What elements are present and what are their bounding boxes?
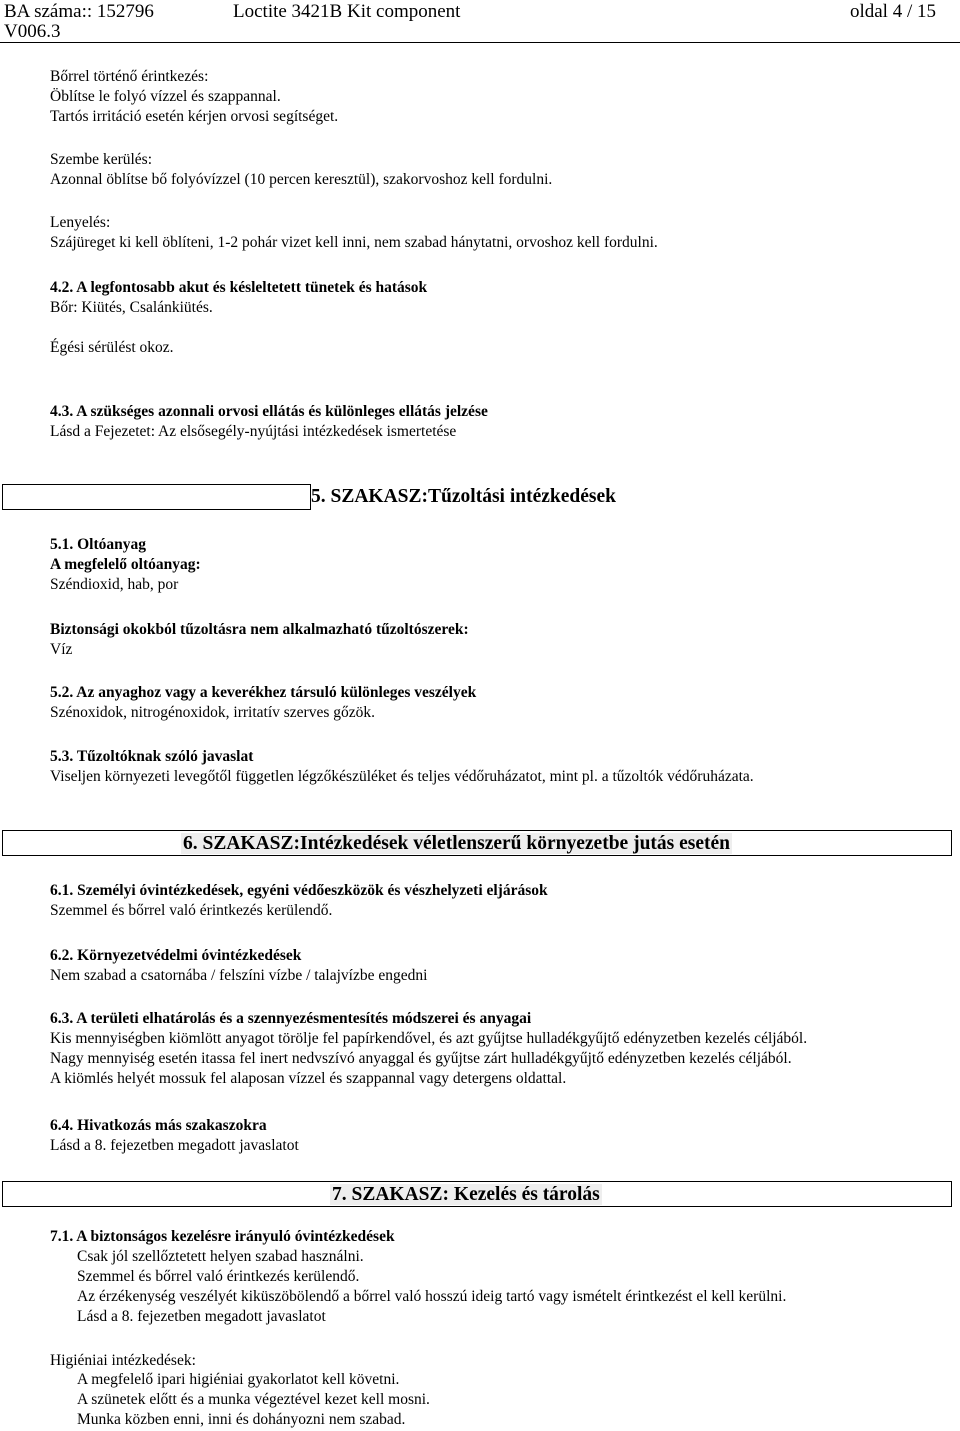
section-7-bar <box>2 1181 952 1207</box>
subsection-5-3-text: Viseljen környezeti levegőtől független légzőkészüléket és teljes védőruházatot, mint pl. a tűzoltók védőruházata. <box>50 768 754 785</box>
subsection-7-1-line: Lásd a 8. fejezetben megadott javaslatot <box>77 1308 326 1325</box>
subsection-5-2 <box>50 683 476 723</box>
subsection-5-3 <box>50 747 754 787</box>
suitable-media-label: A megfelelő oltóanyag: <box>50 556 201 573</box>
subsection-6-1-heading: 6.1. Személyi óvintézkedések, egyéni védőeszközök és vészhelyzeti eljárások <box>50 882 548 899</box>
subsection-4-3-text: Lásd a Fejezetet: Az elsősegély-nyújtási intézkedések ismertetése <box>50 423 457 440</box>
subsection-4-2 <box>50 278 427 318</box>
subsection-7-1-heading-wrap <box>50 1227 395 1247</box>
subsection-5-2-text: Szénoxidok, nitrogénoxidok, irritatív szerves gőzök. <box>50 704 376 721</box>
subsection-4-3-heading: 4.3. A szükséges azonnali orvosi ellátás és különleges ellátás jelzése <box>50 403 488 420</box>
subsection-7-1-line: Csak jól szellőztetett helyen szabad használni. <box>77 1248 364 1265</box>
eye-contact-block <box>50 150 552 190</box>
subsection-6-2-heading: 6.2. Környezetvédelmi óvintézkedések <box>50 947 302 964</box>
subsection-6-3-line: Nagy mennyiség esetén itassa fel inert nedvszívó anyaggal és gyűjtse zárt hulladékgyűjtő edényzetben kezelés céljából. <box>50 1050 792 1067</box>
subsection-6-3-line: A kiömlés helyét mossuk fel alaposan vízzel és szappannal vagy detergens oldattal. <box>50 1070 567 1087</box>
subsection-6-3-line: Kis mennyiségben kiömlött anyagot törölje fel papírkendővel, és azt gyűjtse hulladékgyűjtő edényzetben kezelés céljából. <box>50 1030 808 1047</box>
subsection-5-3-heading: 5.3. Tűzoltóknak szóló javaslat <box>50 748 254 765</box>
subsection-7-1-heading: 7.1. A biztonságos kezelésre irányuló óvintézkedések <box>50 1228 395 1245</box>
unsuitable-media-label: Biztonsági okokból tűzoltásra nem alkalmazható tűzoltószerek: <box>50 621 469 638</box>
subsection-4-3 <box>50 402 488 442</box>
document-version: V006.3 <box>4 21 61 42</box>
subsection-6-2 <box>50 946 427 986</box>
section-6-bar <box>2 830 952 856</box>
page-number: oldal 4 / 15 <box>849 1 936 22</box>
subsection-5-2-heading: 5.2. Az anyaghoz vagy a keverékhez társuló különleges veszélyek <box>50 684 477 701</box>
section-5-bar <box>2 484 311 510</box>
subsection-7-1-list <box>77 1247 786 1327</box>
skin-contact-line: Tartós irritáció esetén kérjen orvosi segítséget. <box>50 108 339 125</box>
document-number: BA száma:: 152796 <box>4 1 154 22</box>
hygiene-line: Munka közben enni, inni és dohányozni nem szabad. <box>77 1411 406 1428</box>
subsection-5-1 <box>50 535 201 595</box>
product-name: Loctite 3421B Kit component <box>233 1 461 22</box>
hygiene-list <box>77 1370 430 1430</box>
subsection-6-3-heading: 6.3. A területi elhatárolás és a szennyezésmentesítés módszerei és anyagai <box>50 1010 532 1027</box>
subsection-6-2-text: Nem szabad a csatornába / felszíni vízbe / talajvízbe engedni <box>50 967 428 984</box>
section-6-title: 6. SZAKASZ:Intézkedések véletlenszerű környezetbe jutás esetén <box>183 833 731 854</box>
subsection-6-3 <box>50 1009 807 1089</box>
subsection-5-1-heading: 5.1. Oltóanyag <box>50 536 147 553</box>
hygiene-label-wrap <box>50 1351 196 1371</box>
skin-contact-line: Öblítse le folyó vízzel és szappannal. <box>50 88 281 105</box>
suitable-media-value: Széndioxid, hab, por <box>50 576 179 593</box>
section-7-title: 7. SZAKASZ: Kezelés és tárolás <box>332 1184 600 1205</box>
ingestion-block <box>50 213 658 253</box>
header-divider <box>0 42 960 43</box>
subsection-6-4 <box>50 1116 299 1156</box>
symptoms-line: Bőr: Kiütés, Csalánkiütés. <box>50 299 213 316</box>
subsection-6-1-text: Szemmel és bőrrel való érintkezés kerülendő. <box>50 902 333 919</box>
section-5-title: 5. SZAKASZ:Tűzoltási intézkedések <box>311 486 616 507</box>
ingestion-label: Lenyelés: <box>50 214 111 231</box>
skin-contact-label: Bőrrel történő érintkezés: <box>50 68 209 85</box>
subsection-7-1-line: Az érzékenység veszélyét kiküszöbölendő a bőrrel való hosszú ideig tartó vagy ismételt érintkezést el kell kerülni. <box>77 1288 787 1305</box>
subsection-7-1-line: Szemmel és bőrrel való érintkezés kerülendő. <box>77 1268 360 1285</box>
hygiene-label: Higiéniai intézkedések: <box>50 1352 196 1369</box>
eye-contact-line: Azonnal öblítse bő folyóvízzel (10 percen keresztül), szakorvoshoz kell fordulni. <box>50 171 553 188</box>
eye-contact-label: Szembe kerülés: <box>50 151 153 168</box>
subsection-6-1 <box>50 881 548 921</box>
hygiene-line: A szünetek előtt és a munka végeztével kezet kell mosni. <box>77 1391 430 1408</box>
unsuitable-media-block <box>50 620 469 660</box>
subsection-6-4-text: Lásd a 8. fejezetben megadott javaslatot <box>50 1137 299 1154</box>
hygiene-line: A megfelelő ipari higiéniai gyakorlatot kell követni. <box>77 1371 400 1388</box>
ingestion-line: Szájüreget ki kell öblíteni, 1-2 pohár vizet kell inni, nem szabad hánytatni, orvoshoz kell fordulni. <box>50 234 658 251</box>
unsuitable-media-value: Víz <box>50 641 73 658</box>
subsection-4-2-heading: 4.2. A legfontosabb akut és késleltetett tünetek és hatások <box>50 279 428 296</box>
skin-contact-block <box>50 67 338 127</box>
symptoms-line: Égési sérülést okoz. <box>50 339 174 356</box>
subsection-6-4-heading: 6.4. Hivatkozás más szakaszokra <box>50 1117 267 1134</box>
